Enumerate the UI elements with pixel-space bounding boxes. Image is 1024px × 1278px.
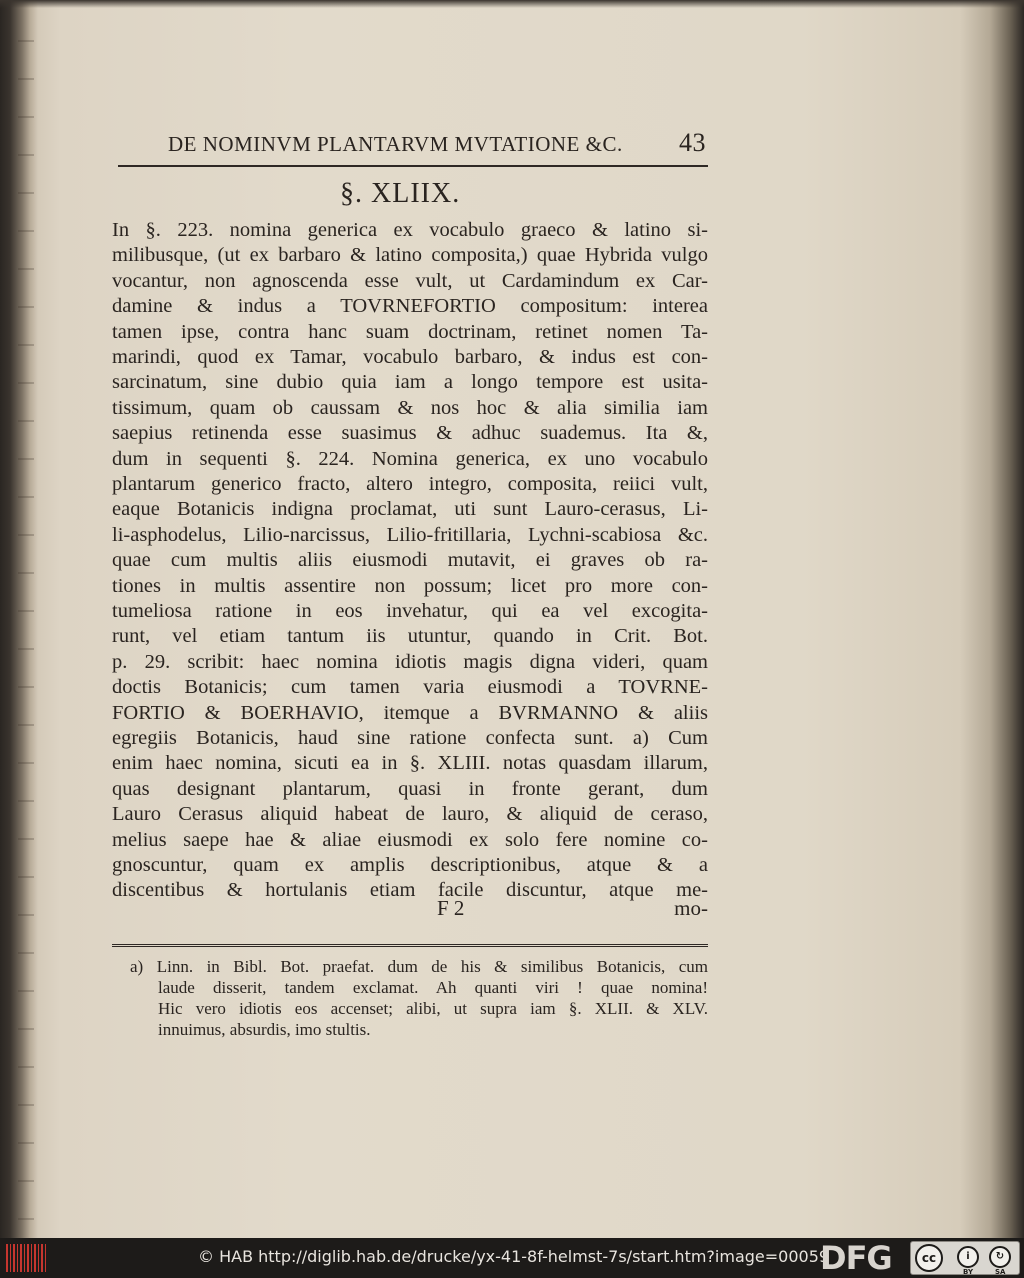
body-line: quae cum multis aliis eiusmodi mutavit, ei graves ob ra- — [112, 549, 708, 572]
running-head — [168, 128, 708, 162]
body-line: enim haec nomina, sicuti ea in §. XLIII. notas quasdam illarum, — [112, 752, 708, 775]
footnote-line: innuimus, absurdis, imo stultis. — [158, 1020, 371, 1039]
header-rule — [118, 165, 708, 167]
license-badge[interactable] — [910, 1241, 1020, 1275]
footer-bar — [0, 1238, 1024, 1278]
body-line: tumeliosa ratione in eos invehatur, qui ea vel excogita- — [112, 600, 708, 622]
dfg-logo[interactable]: DFG — [820, 1239, 892, 1277]
body-line: p. 29. scribit: haec nomina idiotis magis digna videri, quam — [112, 650, 708, 673]
body-line: doctis Botanicis; cum tamen varia eiusmodi a TOVRNE- — [112, 676, 708, 699]
body-line: sarcinatum, sine dubio quia iam a longo tempore est usita- — [112, 371, 708, 394]
sa-icon: ↻ — [989, 1246, 1011, 1268]
body-line: In §. 223. nomina generica ex vocabulo graeco & latino si- — [112, 219, 708, 241]
barcode-icon — [6, 1244, 46, 1272]
body-line: Lauro Cerasus aliquid habeat de lauro, & aliquid de ceraso, — [112, 803, 708, 826]
page-top-shadow — [0, 0, 1024, 8]
body-line: runt, vel etiam tantum iis utuntur, quando in Crit. Bot. — [112, 625, 708, 648]
footnote-line: laude disserit, tandem exclamat. Ah quanti viri ! quae nomina! — [158, 978, 708, 997]
body-line: quas designant plantarum, quasi in fronte gerant, dum — [112, 777, 708, 800]
cc-icon: cc — [915, 1244, 943, 1272]
running-title: DE NOMINVM PLANTARVM MVTATIONE &C. — [168, 132, 623, 156]
sa-label: SA — [995, 1268, 1006, 1276]
signature-mark: F 2 — [437, 896, 465, 920]
body-line: dum in sequenti §. 224. Nomina generica, ex uno vocabulo — [112, 447, 708, 470]
body-line: plantarum generico fracto, altero integro, composita, reiici vult, — [112, 473, 708, 495]
body-text — [112, 218, 708, 908]
gutter-edge — [18, 40, 34, 1220]
footnote — [130, 956, 710, 1048]
body-line: marindi, quod ex Tamar, vocabulo barbaro, & indus est con- — [112, 346, 708, 368]
footnote-line: Hic vero idiotis eos accenset; alibi, ut supra iam §. XLII. & XLV. — [158, 999, 708, 1018]
body-line: tissimum, quam ob caussam & nos hoc & alia similia iam — [112, 396, 708, 419]
by-label: BY — [963, 1268, 974, 1276]
body-line: melius saepe hae & aliae eiusmodi ex solo fere nomine co- — [112, 828, 708, 851]
body-line: tamen ipse, contra hanc suam doctrinam, retinet nomen Ta- — [112, 320, 708, 343]
credit-link[interactable]: © HAB http://diglib.hab.de/drucke/yx-41-8f-helmst-7s/start.htm?image=00059 — [198, 1247, 830, 1266]
section-heading: §. XLIIX. — [340, 178, 461, 209]
body-line: damine & indus a TOVRNEFORTIO compositum: interea — [112, 295, 708, 318]
catchword: mo- — [674, 896, 708, 920]
body-line: eaque Botanicis indigna proclamat, uti sunt Lauro-cerasus, Li- — [112, 498, 708, 521]
body-line: tiones in multis assentire non possum; licet pro more con- — [112, 574, 708, 597]
body-line: vocantur, non agnoscenda esse vult, ut Cardamindum ex Car- — [112, 269, 708, 292]
by-icon: i — [957, 1246, 979, 1268]
signature-line — [112, 896, 708, 924]
footnote-rule — [112, 944, 708, 947]
body-line: milibusque, (ut ex barbaro & latino composita,) quae Hybrida vulgo — [112, 244, 708, 267]
body-line: FORTIO & BOERHAVIO, itemque a BVRMANNO & aliis — [112, 701, 708, 724]
body-line: egregiis Botanicis, haud sine ratione confecta sunt. a) Cum — [112, 727, 708, 749]
body-line: saepius retinenda esse suasimus & adhuc suademus. Ita &, — [112, 422, 708, 445]
body-line: gnoscuntur, quam ex amplis descriptionibus, atque & a — [112, 854, 708, 876]
body-line: discentibus & hortulanis etiam facile discuntur, atque me- — [112, 879, 708, 902]
footnote-line: a) Linn. in Bibl. Bot. praefat. dum de his & similibus Botanicis, cum — [130, 957, 708, 976]
body-line: li-asphodelus, Lilio-narcissus, Lilio-fritillaria, Lychni-scabiosa &c. — [112, 523, 708, 546]
page-number: 43 — [679, 128, 706, 157]
